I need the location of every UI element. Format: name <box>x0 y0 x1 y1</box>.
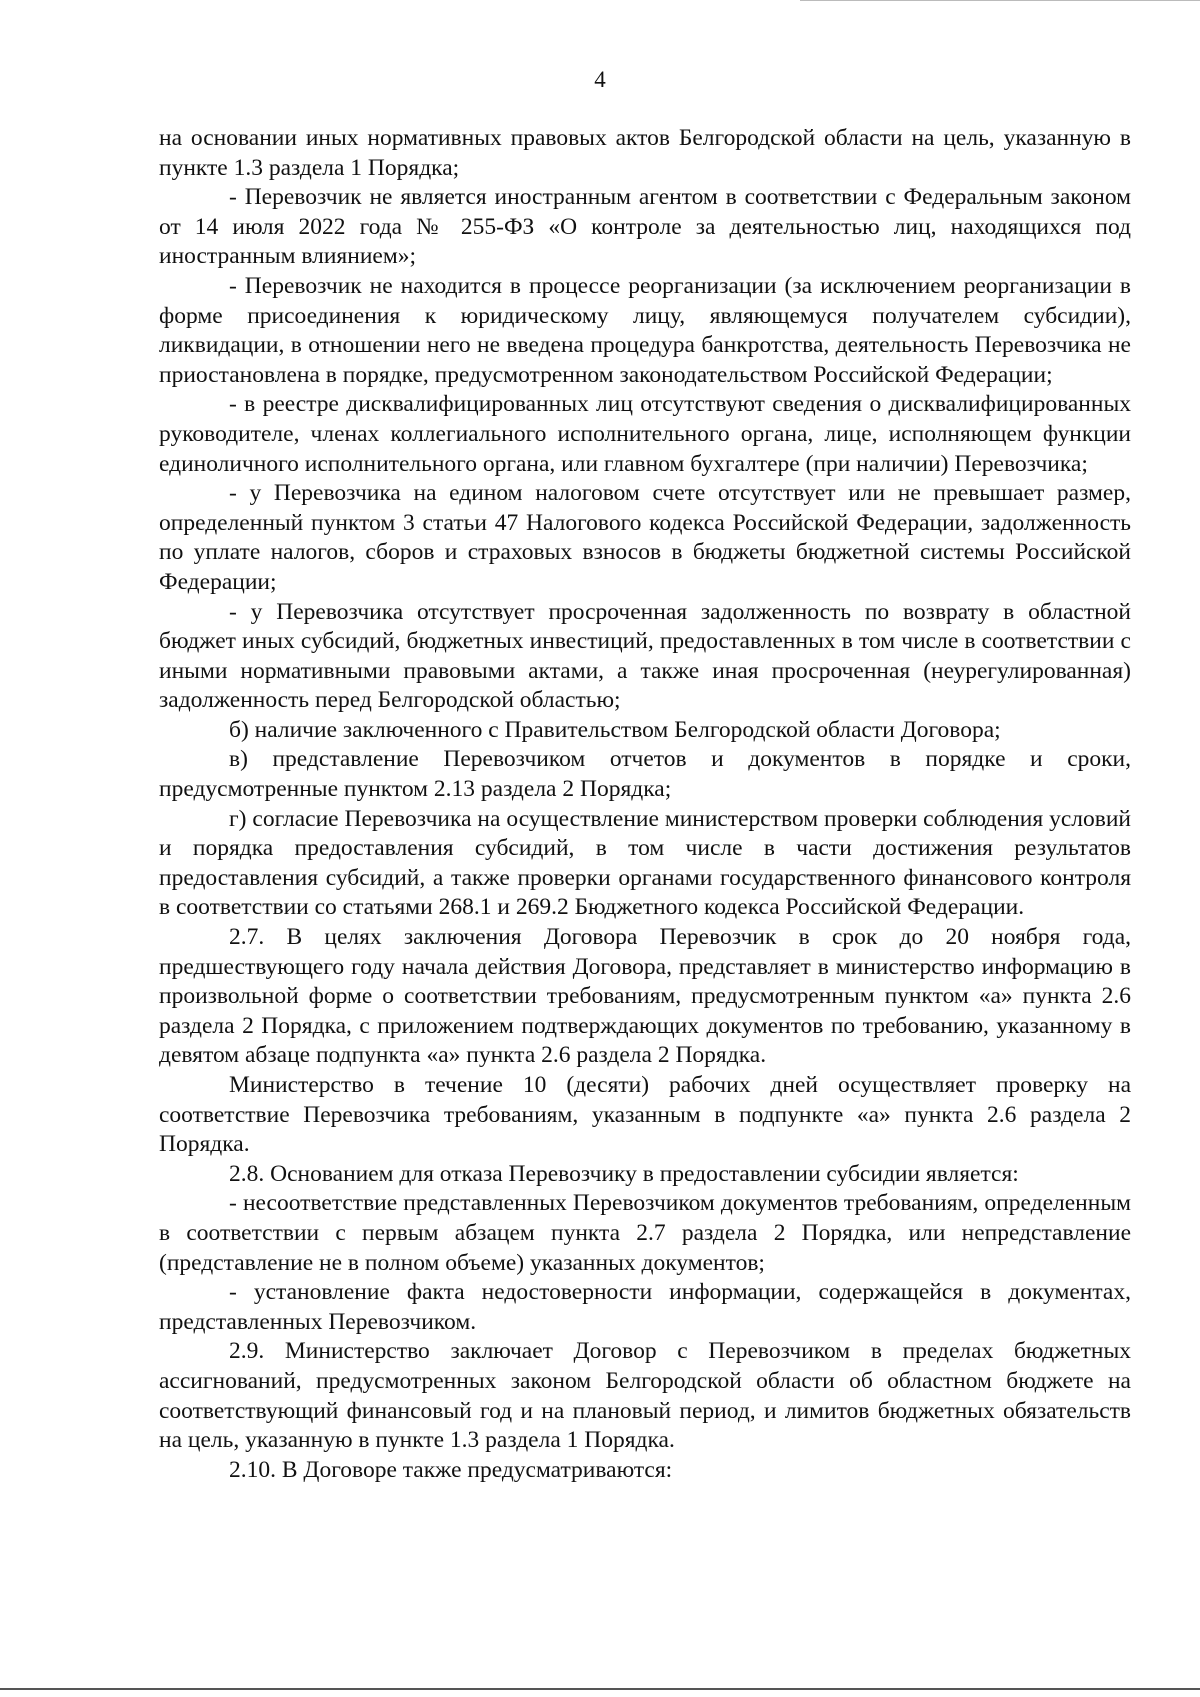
paragraph-item-v: в) представление Перевозчиком отчетов и документов в порядке и сроки, предусмотренные пунктом 2.13 раздела 2 Порядка; <box>159 746 1131 803</box>
paragraph-section-2-8: 2.8. Основанием для отказа Перевозчику в предоставлении субсидии является: <box>229 1160 1019 1187</box>
paragraph-noncompliance: - несоответствие представленных Перевозчиком документов требованиям, определенным в соответствии с первым абзацем пункта 2.7 раздела 2 Порядка, или непредставление (представление не в полном объеме) указанных документов; <box>159 1190 1131 1276</box>
paragraph-section-2-10: 2.10. В Договоре также предусматриваются: <box>229 1456 673 1483</box>
paragraph-item-g: г) согласие Перевозчика на осуществление министерством проверки соблюдения условий и порядка предоставления субсидий, в том числе в части достижения результатов предоставления субсидий, а также проверки органами государственного финансового контроля в соответствии со статьями 268.1 и 269.2 Бюджетного кодекса Российской Федерации. <box>159 805 1131 921</box>
paragraph-continuation: на основании иных нормативных правовых актов Белгородской области на цель, указанную в пункте 1.3 раздела 1 Порядка; <box>159 125 1131 181</box>
paragraph-foreign-agent: - Перевозчик не является иностранным агентом в соответствии с Федеральным законом от 14 июля 2022 года № 255-ФЗ «О контроле за деятельностью лиц, находящихся под иностранным влиянием»; <box>159 184 1131 270</box>
scan-edge-line <box>800 0 1200 1</box>
page-number: 4 <box>594 67 606 92</box>
document-body <box>159 124 1131 1485</box>
scan-edge-line-bottom <box>0 1688 1200 1690</box>
paragraph-overdue-debt: - у Перевозчика отсутствует просроченная задолженность по возврату в областной бюджет иных субсидий, бюджетных инвестиций, предоставленных в том числе в соответствии с иными нормативными правовыми актами, а также иная просроченная (неурегулированная) задолженность перед Белгородской областью; <box>159 598 1131 714</box>
paragraph-disqualified-registry: - в реестре дисквалифицированных лиц отсутствуют сведения о дисквалифицированных руководителе, членах коллегиального исполнительного органа, лице, исполняющем функции единоличного исполнительного органа, или главном бухгалтере (при наличии) Перевозчика; <box>159 391 1131 477</box>
paragraph-false-info: - установление факта недостоверности информации, содержащейся в документах, представленных Перевозчиком. <box>159 1279 1131 1335</box>
paragraph-ministry-check: Министерство в течение 10 (десяти) рабочих дней осуществляет проверку на соответствие Перевозчика требованиям, указанным в подпункте «а» пункта 2.6 раздела 2 Порядка. <box>159 1072 1131 1158</box>
paragraph-section-2-7: 2.7. В целях заключения Договора Перевозчик в срок до 20 ноября года, предшествующего году начала действия Договора, представляет в министерство информацию в произвольной форме о соответствии требованиям, предусмотренным пунктом «а» пункта 2.6 раздела 2 Порядка, с приложением подтверждающих документов по требованию, указанному в девятом абзаце подпункта «а» пункта 2.6 раздела 2 Порядка. <box>159 924 1131 1069</box>
paragraph-item-b: б) наличие заключенного с Правительством Белгородской области Договора; <box>229 716 1001 743</box>
paragraph-tax-account: - у Перевозчика на едином налоговом счете отсутствует или не превышает размер, определенный пунктом 3 статьи 47 Налогового кодекса Российской Федерации, задолженность по уплате налогов, сборов и страховых взносов в бюджеты бюджетной системы Российской Федерации; <box>159 480 1131 595</box>
paragraph-section-2-9: 2.9. Министерство заключает Договор с Перевозчиком в пределах бюджетных ассигнований, предусмотренных законом Белгородской области об областном бюджете на соответствующий финансовый год и на плановый период, и лимитов бюджетных обязательств на цель, указанную в пункте 1.3 раздела 1 Порядка. <box>159 1338 1131 1454</box>
paragraph-reorganization: - Перевозчик не находится в процессе реорганизации (за исключением реорганизации в форме присоединения к юридическому лицу, являющемуся получателем субсидии), ликвидации, в отношении него не введена процедура банкротства, деятельность Перевозчика не приостановлена в порядке, предусмотренном законодательством Российской Федерации; <box>159 272 1131 388</box>
